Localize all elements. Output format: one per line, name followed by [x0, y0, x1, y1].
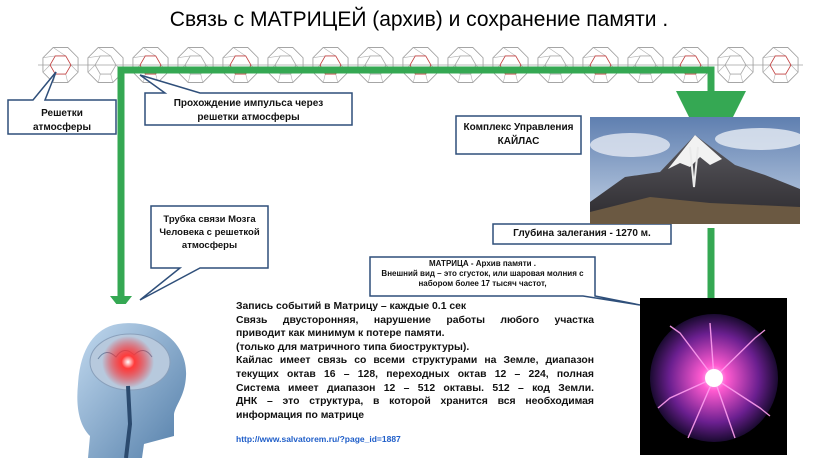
matrix-label: МАТРИЦА - Архив памяти . Внешний вид – это сгусток, или шаровая молния с набором более 17 тысяч частот, — [381, 259, 584, 288]
lattice-label: Решетки атмосферы — [32, 108, 92, 133]
body-line: Кайлас имеет связь со всеми структурами на Земле, диапазон — [236, 355, 594, 367]
brain-image — [48, 304, 217, 458]
page-title: Связь с МАТРИЦЕЙ (архив) и сохранение памяти . — [169, 8, 669, 31]
depth-label: Глубина залегания - 1270 м. — [513, 228, 651, 239]
body-line: информация по матрице — [236, 409, 365, 421]
tube-label: Трубка связи Мозга Человека с решеткой атмосферы — [159, 214, 260, 251]
body-line: Система имеет диапазон 12 – 512 октавы. 512 – код Земли. — [236, 382, 594, 394]
body-line: (только для матричного типа биоструктуры). — [236, 341, 470, 353]
kailas-label: Комплекс Управления КАЙЛАС — [463, 122, 574, 147]
kailas-mountain-image — [590, 117, 800, 224]
plasma-ball-image — [640, 298, 787, 455]
body-line: приводит как минимум к потере памяти. — [236, 328, 445, 340]
body-line: Запись событий в Матрицу – каждые 0.1 сек — [236, 301, 467, 312]
body-line: ДНК – это структура, в которой хранится вся необходимая — [236, 396, 594, 408]
body-line: текущих октав 16 – 128, переходных октав 12 – 224, полная — [236, 368, 594, 380]
impulse-label: Прохождение импульса через решетки атмосферы — [173, 98, 324, 123]
body-line: Связь двусторонняя, нарушение работы любого участка — [236, 314, 594, 326]
source-link[interactable]: http://www.salvatorem.ru/?page_id=1887 — [236, 434, 401, 444]
description-text — [236, 300, 594, 422]
